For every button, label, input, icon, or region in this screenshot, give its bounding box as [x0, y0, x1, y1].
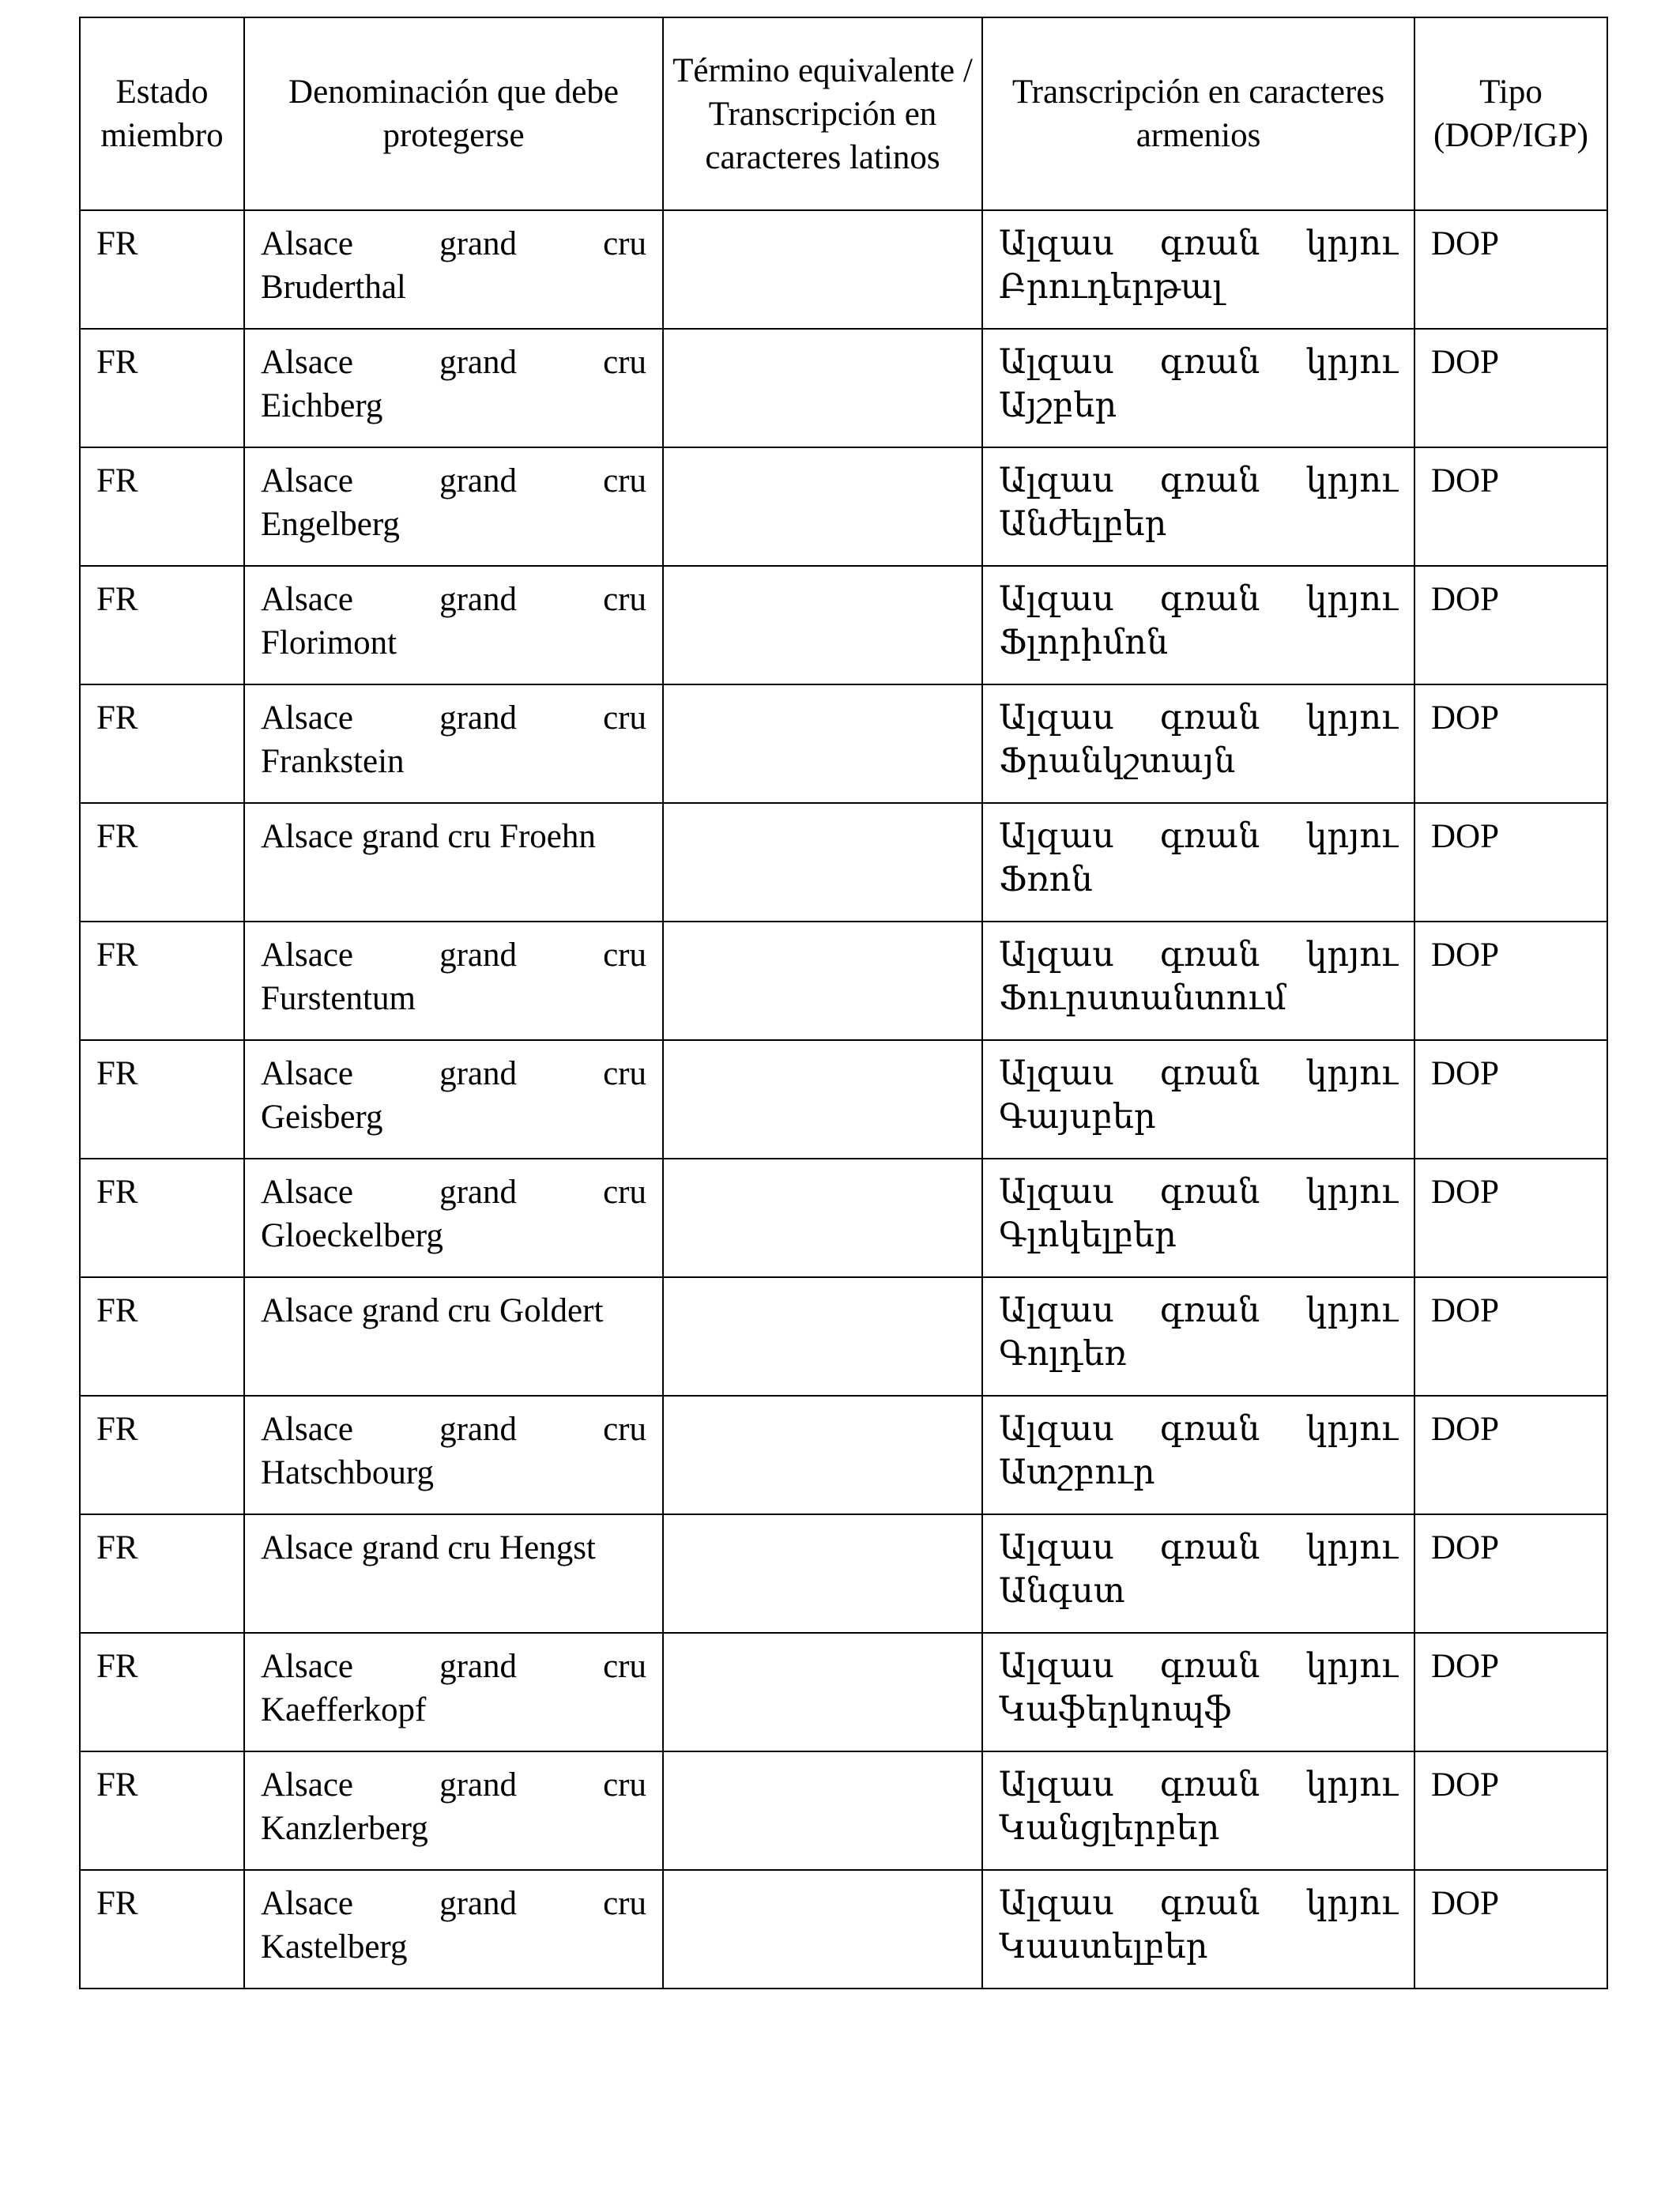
denomination-cell [244, 1633, 663, 1751]
armenian-line-1: Ալզաս գռան կրյու [999, 1883, 1398, 1923]
armenian-transcription-cell [982, 566, 1414, 684]
table-header-row [80, 17, 1607, 210]
denominations-table [79, 17, 1608, 1989]
denomination-line-1: Alsace grand cru Goldert [261, 1292, 604, 1329]
type-cell: DOP [1414, 1396, 1607, 1514]
type-cell: DOP [1414, 1633, 1607, 1751]
armenian-line-2: Գլոկելբեր [999, 1216, 1177, 1255]
armenian-line-2: Ֆուրստանտում [999, 978, 1286, 1018]
denomination-line-1: Alsace grand cru [261, 699, 646, 737]
armenian-line-1: Ալզաս գռան կրյու [999, 1054, 1398, 1093]
denomination-cell [244, 566, 663, 684]
equivalent-term-cell [663, 1040, 982, 1159]
armenian-transcription-cell [982, 447, 1414, 566]
type-cell: DOP [1414, 447, 1607, 566]
armenian-line-1: Ալզաս գռան կրյու [999, 1646, 1398, 1686]
armenian-line-1: Ալզաս գռան կրյու [999, 1528, 1398, 1567]
table-body [80, 210, 1607, 1989]
table-row [80, 803, 1607, 922]
armenian-transcription-cell [982, 922, 1414, 1040]
denomination-line-2: Hatschbourg [261, 1454, 434, 1491]
armenian-line-2: Կաստելբեր [999, 1927, 1208, 1966]
table-row [80, 1514, 1607, 1633]
armenian-line-2: Անգստ [999, 1571, 1125, 1611]
equivalent-term-cell [663, 1396, 982, 1514]
denomination-line-2: Frankstein [261, 743, 405, 780]
equivalent-term-cell [663, 684, 982, 803]
armenian-transcription-cell [982, 1277, 1414, 1396]
armenian-transcription-cell [982, 684, 1414, 803]
type-cell: DOP [1414, 1870, 1607, 1989]
equivalent-term-cell [663, 1633, 982, 1751]
denomination-cell [244, 803, 663, 922]
table-row [80, 1159, 1607, 1277]
denomination-cell [244, 1159, 663, 1277]
denomination-line-1: Alsace grand cru [261, 344, 646, 381]
type-cell: DOP [1414, 1277, 1607, 1396]
denomination-line-1: Alsace grand cru [261, 1055, 646, 1092]
table-row [80, 1633, 1607, 1751]
equivalent-term-cell [663, 566, 982, 684]
denomination-line-2: Eichberg [261, 387, 383, 424]
header-armenian-transcription: Transcripción en caracteres armenios [982, 17, 1414, 210]
header-type: Tipo (DOP/IGP) [1414, 17, 1607, 210]
denomination-line-2: Gloeckelberg [261, 1217, 443, 1254]
table-row [80, 447, 1607, 566]
member-state-cell: FR [80, 684, 244, 803]
denomination-line-2: Geisberg [261, 1099, 383, 1136]
type-cell: DOP [1414, 803, 1607, 922]
denomination-line-2: Engelberg [261, 506, 400, 543]
header-denomination: Denominación que debe protegerse [244, 17, 663, 210]
equivalent-term-cell [663, 1514, 982, 1633]
armenian-line-2: Բրուդերթալ [999, 267, 1223, 307]
table-row [80, 210, 1607, 329]
denomination-line-1: Alsace grand cru [261, 581, 646, 618]
equivalent-term-cell [663, 447, 982, 566]
denomination-cell [244, 1870, 663, 1989]
armenian-line-2: Ֆլորիմոն [999, 623, 1169, 662]
type-cell: DOP [1414, 922, 1607, 1040]
equivalent-term-cell [663, 1277, 982, 1396]
denomination-cell [244, 447, 663, 566]
member-state-cell: FR [80, 329, 244, 447]
armenian-transcription-cell [982, 1514, 1414, 1633]
type-cell: DOP [1414, 1159, 1607, 1277]
equivalent-term-cell [663, 329, 982, 447]
denomination-cell [244, 329, 663, 447]
equivalent-term-cell [663, 210, 982, 329]
equivalent-term-cell [663, 922, 982, 1040]
denomination-cell [244, 1277, 663, 1396]
member-state-cell: FR [80, 803, 244, 922]
type-cell: DOP [1414, 1514, 1607, 1633]
armenian-line-2: Այշբեր [999, 386, 1117, 425]
member-state-cell: FR [80, 1040, 244, 1159]
armenian-line-2: Ատշբուր [999, 1453, 1155, 1492]
armenian-line-1: Ալզաս գռան կրյու [999, 698, 1398, 737]
armenian-line-1: Ալզաս գռան կրյու [999, 1172, 1398, 1212]
armenian-line-1: Ալզաս գռան կրյու [999, 1409, 1398, 1449]
member-state-cell: FR [80, 210, 244, 329]
denomination-line-1: Alsace grand cru [261, 225, 646, 262]
armenian-line-2: Կաֆերկոպֆ [999, 1690, 1232, 1729]
type-cell: DOP [1414, 329, 1607, 447]
armenian-transcription-cell [982, 1040, 1414, 1159]
member-state-cell: FR [80, 1514, 244, 1633]
equivalent-term-cell [663, 1159, 982, 1277]
table-row [80, 1870, 1607, 1989]
member-state-cell: FR [80, 1396, 244, 1514]
table-row [80, 1277, 1607, 1396]
armenian-transcription-cell [982, 1396, 1414, 1514]
member-state-cell: FR [80, 1751, 244, 1870]
armenian-line-1: Ալզաս գռան կրյու [999, 342, 1398, 382]
denomination-line-1: Alsace grand cru [261, 462, 646, 499]
armenian-line-1: Ալզաս գռան կրյու [999, 579, 1398, 619]
table-row [80, 1751, 1607, 1870]
denomination-line-2: Kanzlerberg [261, 1810, 428, 1847]
type-cell: DOP [1414, 684, 1607, 803]
armenian-line-2: Գոլդեռ [999, 1334, 1127, 1374]
denomination-line-2: Kaefferkopf [261, 1691, 427, 1728]
armenian-transcription-cell [982, 210, 1414, 329]
denomination-line-1: Alsace grand cru [261, 1885, 646, 1922]
armenian-transcription-cell [982, 1751, 1414, 1870]
denomination-cell [244, 1396, 663, 1514]
denomination-cell [244, 210, 663, 329]
armenian-line-1: Ալզաս գռան կրյու [999, 816, 1398, 856]
table-row [80, 566, 1607, 684]
denomination-line-2: Bruderthal [261, 269, 406, 306]
armenian-transcription-cell [982, 1159, 1414, 1277]
table-row [80, 1396, 1607, 1514]
armenian-line-1: Ալզաս գռան կրյու [999, 224, 1398, 263]
denomination-cell [244, 1514, 663, 1633]
table-row [80, 329, 1607, 447]
table-row [80, 1040, 1607, 1159]
equivalent-term-cell [663, 1870, 982, 1989]
denomination-cell [244, 1751, 663, 1870]
denomination-cell [244, 684, 663, 803]
member-state-cell: FR [80, 566, 244, 684]
armenian-transcription-cell [982, 1633, 1414, 1751]
armenian-transcription-cell [982, 803, 1414, 922]
type-cell: DOP [1414, 1040, 1607, 1159]
denomination-line-2: Florimont [261, 624, 397, 662]
denomination-line-2: Furstentum [261, 980, 416, 1017]
denomination-line-1: Alsace grand cru [261, 1648, 646, 1685]
denomination-line-2: Kastelberg [261, 1928, 408, 1966]
member-state-cell: FR [80, 1277, 244, 1396]
member-state-cell: FR [80, 1870, 244, 1989]
denomination-line-1: Alsace grand cru Hengst [261, 1529, 596, 1566]
type-cell: DOP [1414, 1751, 1607, 1870]
armenian-transcription-cell [982, 329, 1414, 447]
armenian-line-2: Անժելբեր [999, 504, 1167, 544]
member-state-cell: FR [80, 1159, 244, 1277]
header-equivalent-term: Término equivalente / Transcripción en caracteres latinos [663, 17, 982, 210]
armenian-line-1: Ալզաս գռան կրյու [999, 935, 1398, 974]
armenian-line-2: Կանցլերբեր [999, 1808, 1220, 1848]
denomination-cell [244, 1040, 663, 1159]
denomination-cell [244, 922, 663, 1040]
header-member-state: Estado miembro [80, 17, 244, 210]
armenian-line-2: Ֆռոն [999, 860, 1093, 899]
denomination-line-1: Alsace grand cru [261, 1411, 646, 1448]
member-state-cell: FR [80, 447, 244, 566]
armenian-line-1: Ալզաս գռան կրյու [999, 461, 1398, 500]
denomination-line-1: Alsace grand cru [261, 937, 646, 974]
denomination-line-1: Alsace grand cru [261, 1174, 646, 1211]
type-cell: DOP [1414, 210, 1607, 329]
equivalent-term-cell [663, 1751, 982, 1870]
armenian-line-2: Ֆրանկշտայն [999, 741, 1236, 781]
member-state-cell: FR [80, 922, 244, 1040]
armenian-line-1: Ալզաս գռան կրյու [999, 1765, 1398, 1804]
equivalent-term-cell [663, 803, 982, 922]
member-state-cell: FR [80, 1633, 244, 1751]
denomination-line-1: Alsace grand cru Froehn [261, 818, 596, 855]
type-cell: DOP [1414, 566, 1607, 684]
armenian-transcription-cell [982, 1870, 1414, 1989]
table-row [80, 684, 1607, 803]
armenian-line-2: Գայսբեր [999, 1097, 1156, 1137]
table-row [80, 922, 1607, 1040]
denomination-line-1: Alsace grand cru [261, 1766, 646, 1804]
armenian-line-1: Ալզաս գռան կրյու [999, 1291, 1398, 1330]
